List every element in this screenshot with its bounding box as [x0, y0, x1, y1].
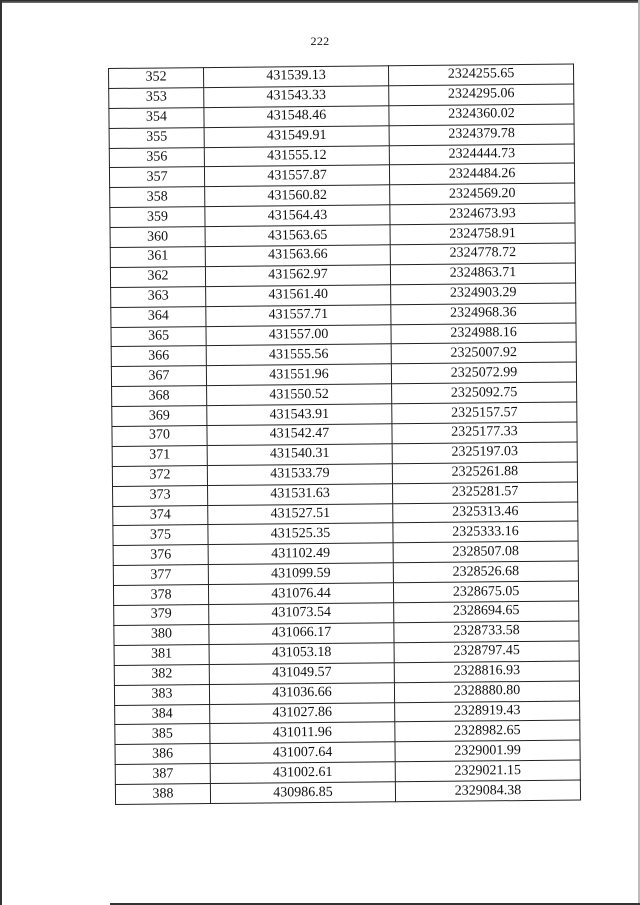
x-coordinate-cell: 431533.79 — [207, 464, 392, 486]
y-coordinate-cell: 2325177.33 — [392, 422, 577, 444]
x-coordinate-cell: 431099.59 — [208, 563, 393, 585]
x-coordinate-cell: 431540.31 — [207, 444, 392, 466]
point-number-cell: 383 — [114, 684, 209, 705]
point-number-cell: 372 — [112, 465, 207, 486]
x-coordinate-cell: 431011.96 — [210, 722, 395, 744]
point-number-cell: 368 — [112, 386, 207, 407]
point-number-cell: 386 — [115, 744, 210, 765]
table-row — [115, 780, 580, 804]
point-number-cell: 353 — [109, 87, 204, 108]
y-coordinate-cell: 2328733.58 — [394, 621, 579, 643]
point-number-cell: 384 — [115, 704, 210, 725]
point-number-cell: 387 — [115, 764, 210, 785]
x-coordinate-cell: 431053.18 — [209, 643, 394, 665]
x-coordinate-cell: 431002.61 — [210, 762, 395, 784]
point-number-cell: 367 — [111, 366, 206, 387]
point-number-cell: 357 — [109, 167, 204, 188]
x-coordinate-cell: 431557.87 — [204, 165, 389, 187]
y-coordinate-cell: 2324968.36 — [391, 303, 576, 325]
point-number-cell: 373 — [113, 485, 208, 506]
x-coordinate-cell: 431102.49 — [208, 543, 393, 565]
y-coordinate-cell: 2328675.05 — [393, 581, 578, 603]
x-coordinate-cell: 431561.40 — [206, 285, 391, 307]
x-coordinate-cell: 431066.17 — [209, 623, 394, 645]
y-coordinate-cell: 2324379.78 — [389, 124, 574, 146]
point-number-cell: 364 — [111, 306, 206, 327]
y-coordinate-cell: 2325157.57 — [392, 402, 577, 424]
scan-edge-top — [0, 0, 640, 3]
y-coordinate-cell: 2325333.16 — [393, 521, 578, 543]
y-coordinate-cell: 2324295.06 — [389, 84, 574, 106]
x-coordinate-cell: 431036.66 — [209, 682, 394, 704]
x-coordinate-cell: 431007.64 — [210, 742, 395, 764]
x-coordinate-cell: 431049.57 — [209, 662, 394, 684]
x-coordinate-cell: 431525.35 — [208, 523, 393, 545]
y-coordinate-cell: 2324673.93 — [390, 203, 575, 225]
point-number-cell: 385 — [115, 724, 210, 745]
y-coordinate-cell: 2324444.73 — [389, 144, 574, 166]
point-number-cell: 360 — [110, 227, 205, 248]
y-coordinate-cell: 2328507.08 — [393, 541, 578, 563]
x-coordinate-cell: 431564.43 — [205, 205, 390, 227]
y-coordinate-cell: 2325261.88 — [392, 462, 577, 484]
x-coordinate-cell: 431557.00 — [206, 324, 391, 346]
y-coordinate-cell: 2325313.46 — [393, 502, 578, 524]
point-number-cell: 388 — [115, 784, 210, 805]
y-coordinate-cell: 2328694.65 — [394, 601, 579, 623]
point-number-cell: 365 — [111, 326, 206, 347]
x-coordinate-cell: 431549.91 — [204, 125, 389, 147]
y-coordinate-cell: 2328982.65 — [395, 720, 580, 742]
y-coordinate-cell: 2328797.45 — [394, 641, 579, 663]
y-coordinate-cell: 2328816.93 — [394, 661, 579, 683]
point-number-cell: 352 — [109, 68, 204, 89]
y-coordinate-cell: 2324903.29 — [391, 283, 576, 305]
y-coordinate-cell: 2328919.43 — [395, 701, 580, 723]
x-coordinate-cell: 431527.51 — [208, 503, 393, 525]
point-number-cell: 370 — [112, 426, 207, 447]
y-coordinate-cell: 2325197.03 — [392, 442, 577, 464]
y-coordinate-cell: 2328526.68 — [393, 561, 578, 583]
point-number-cell: 374 — [113, 505, 208, 526]
point-number-cell: 366 — [111, 346, 206, 367]
scan-edge-left — [0, 0, 2, 905]
y-coordinate-cell: 2325281.57 — [393, 482, 578, 504]
y-coordinate-cell: 2324988.16 — [391, 323, 576, 345]
point-number-cell: 359 — [110, 207, 205, 228]
x-coordinate-cell: 431560.82 — [205, 185, 390, 207]
point-number-cell: 371 — [112, 445, 207, 466]
y-coordinate-cell: 2325007.92 — [391, 342, 576, 364]
point-number-cell: 361 — [110, 247, 205, 268]
point-number-cell: 358 — [110, 187, 205, 208]
y-coordinate-cell: 2325092.75 — [392, 382, 577, 404]
point-number-cell: 363 — [111, 286, 206, 307]
point-number-cell: 375 — [113, 525, 208, 546]
y-coordinate-cell: 2324863.71 — [390, 263, 575, 285]
x-coordinate-cell: 431555.12 — [204, 145, 389, 167]
x-coordinate-cell: 431542.47 — [207, 424, 392, 446]
x-coordinate-cell: 431073.54 — [209, 603, 394, 625]
coordinate-table-body — [109, 64, 581, 804]
y-coordinate-cell: 2329021.15 — [395, 760, 580, 782]
point-number-cell: 379 — [114, 605, 209, 626]
y-coordinate-cell: 2324255.65 — [388, 64, 573, 86]
point-number-cell: 380 — [114, 624, 209, 645]
point-number-cell: 354 — [109, 107, 204, 128]
point-number-cell: 381 — [114, 644, 209, 665]
point-number-cell: 362 — [110, 266, 205, 287]
x-coordinate-cell: 431543.33 — [204, 86, 389, 108]
y-coordinate-cell: 2328880.80 — [394, 681, 579, 703]
point-number-cell: 376 — [113, 545, 208, 566]
point-number-cell: 369 — [112, 406, 207, 427]
y-coordinate-cell: 2325072.99 — [391, 362, 576, 384]
x-coordinate-cell: 431531.63 — [208, 483, 393, 505]
y-coordinate-cell: 2329001.99 — [395, 740, 580, 762]
y-coordinate-cell: 2324484.26 — [389, 163, 574, 185]
y-coordinate-cell: 2324360.02 — [389, 104, 574, 126]
point-number-cell: 378 — [113, 585, 208, 606]
x-coordinate-cell: 431539.13 — [204, 66, 389, 88]
y-coordinate-cell: 2324758.91 — [390, 223, 575, 245]
x-coordinate-cell: 430986.85 — [210, 782, 395, 804]
x-coordinate-cell: 431563.66 — [205, 245, 390, 267]
x-coordinate-cell: 431551.96 — [206, 364, 391, 386]
x-coordinate-cell: 431563.65 — [205, 225, 390, 247]
x-coordinate-cell: 431027.86 — [210, 702, 395, 724]
x-coordinate-cell: 431555.56 — [206, 344, 391, 366]
x-coordinate-cell: 431548.46 — [204, 106, 389, 128]
point-number-cell: 382 — [114, 664, 209, 685]
coordinate-table-wrapper — [108, 64, 577, 805]
y-coordinate-cell: 2324778.72 — [390, 243, 575, 265]
point-number-cell: 377 — [113, 565, 208, 586]
x-coordinate-cell: 431076.44 — [208, 583, 393, 605]
y-coordinate-cell: 2329084.38 — [395, 780, 580, 802]
x-coordinate-cell: 431562.97 — [205, 265, 390, 287]
x-coordinate-cell: 431550.52 — [207, 384, 392, 406]
page-number: 222 — [310, 34, 330, 48]
x-coordinate-cell: 431557.71 — [206, 304, 391, 326]
x-coordinate-cell: 431543.91 — [207, 404, 392, 426]
point-number-cell: 356 — [109, 147, 204, 168]
point-number-cell: 355 — [109, 127, 204, 148]
y-coordinate-cell: 2324569.20 — [390, 183, 575, 205]
coordinate-table — [108, 64, 581, 805]
